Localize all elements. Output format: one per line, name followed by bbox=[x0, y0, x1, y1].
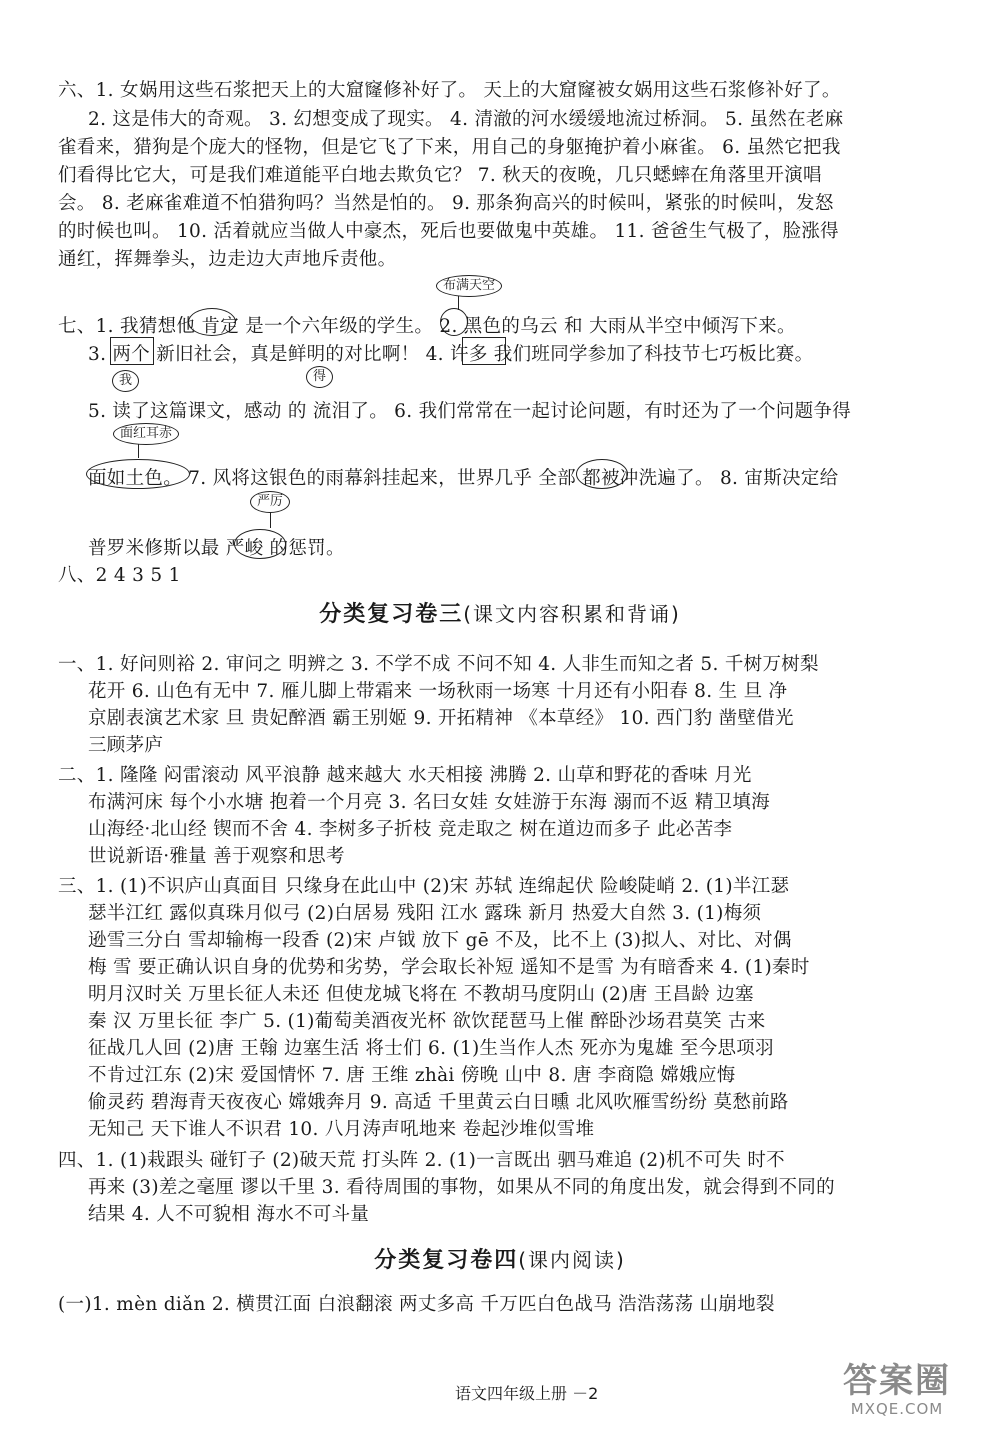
correction-oval bbox=[188, 308, 236, 336]
answer-line: 们看得比它大，可是我们难道能平白地去欺负它？ 7. 秋天的夜晚，几只蟋蟀在角落里开演唱 bbox=[58, 165, 822, 186]
correction-oval bbox=[576, 459, 628, 489]
correction-oval bbox=[234, 529, 286, 559]
answer-line: 雀看来，猎狗是个庞大的怪物，但是它飞了下来，用自己的身躯掩护着小麻雀。 6. 虽然它把我 bbox=[58, 137, 841, 158]
answer-line: 布满河床 每个小水塘 抱着一个月亮 3. 名曰女娃 女娃游于东海 溺而不返 精卫填海 bbox=[88, 792, 770, 813]
answer-line: 梅 雪 要正确认识自身的优势和劣势，学会取长补短 遥知不是雪 为有暗香来 4. (1)秦时 bbox=[88, 957, 810, 978]
section-title-sub: (课文内容积累和背诵) bbox=[463, 602, 681, 626]
answer-line: 四、1. (1)栽跟头 碰钉子 (2)破天荒 打头阵 2. (1)一言既出 驷马难追 (2)机不可失 时不 bbox=[58, 1150, 785, 1171]
correction-box bbox=[462, 337, 506, 365]
answer-line: 无知己 天下谁人不识君 10. 八月涛声吼地来 卷起沙堆似雪堆 bbox=[88, 1119, 595, 1140]
watermark-url: MXQE.COM bbox=[850, 1400, 944, 1418]
correction-annotation: 布满天空 bbox=[436, 275, 502, 297]
correction-annotation: 严厉 bbox=[250, 491, 290, 513]
answer-line: 瑟半江红 露似真珠月似弓 (2)白居易 残阳 江水 露珠 新月 热爱大自然 3. (1)梅须 bbox=[88, 903, 762, 924]
correction-leader bbox=[270, 512, 271, 528]
correction-leader bbox=[138, 444, 139, 458]
answer-line: 一、1. 好问则裕 2. 审问之 明辨之 3. 不学不成 不问不知 4. 人非生而知之者 5. 千树万树梨 bbox=[58, 654, 819, 675]
section-title bbox=[0, 597, 1000, 628]
watermark-logo-text: 答案圈 bbox=[843, 1361, 951, 1401]
answer-line: 世说新语·雅量 善于观察和思考 bbox=[88, 846, 345, 867]
watermark bbox=[822, 1362, 972, 1422]
correction-annotation: 得 bbox=[306, 366, 333, 388]
answer-line: 明月汉时关 万里长征人未还 但使龙城飞将在 不教胡马度阴山 (2)唐 王昌龄 边塞 bbox=[88, 984, 754, 1005]
answer-line: 偷灵药 碧海青天夜夜心 嫦娥奔月 9. 高适 千里黄云白日曛 北风吹雁雪纷纷 莫愁前路 bbox=[88, 1092, 789, 1113]
answer-line: 京剧表演艺术家 旦 贵妃醉酒 霸王别姬 9. 开拓精神 《本草经》 10. 西门豹 凿壁借光 bbox=[88, 708, 794, 729]
answer-line: 六、1. 女娲用这些石浆把天上的大窟窿修补好了。 天上的大窟窿被女娲用这些石浆修补好了。 bbox=[58, 80, 841, 101]
correction-annotation: 我 bbox=[112, 370, 139, 392]
section-title-sub: (课内阅读) bbox=[518, 1248, 626, 1272]
answer-line: 不肯过江东 (2)宋 爱国情怀 7. 唐 王维 zhài 傍晚 山中 8. 唐 李商隐 嫦娥应悔 bbox=[88, 1065, 736, 1086]
answer-line: 结果 4. 人不可貌相 海水不可斗量 bbox=[88, 1204, 370, 1225]
page-footer: 语文四年级上册 －2 bbox=[455, 1384, 599, 1403]
answer-line: 通红，挥舞拳头，边走边大声地斥责他。 bbox=[58, 249, 397, 270]
answer-line: 再来 (3)差之毫厘 谬以千里 3. 看待周围的事物，如果从不同的角度出发，就会得到不同的 bbox=[88, 1177, 835, 1198]
answer-line: 三、1. (1)不识庐山真面目 只缘身在此山中 (2)宋 苏轼 连绵起伏 险峻陡峭 2. (1)半江瑟 bbox=[58, 876, 790, 897]
answer-line: 面如土色。 7. 风将这银色的雨幕斜挂起来，世界几乎 全部 都被冲洗遍了。 8. 宙斯决定给 bbox=[88, 468, 839, 489]
answer-line: 征战几人回 (2)唐 王翰 边塞生活 将士们 6. (1)生当作人杰 死亦为鬼雄 至今思项羽 bbox=[88, 1038, 774, 1059]
answer-line: 二、1. 隆隆 闷雷滚动 风平浪静 越来越大 水天相接 沸腾 2. 山草和野花的香味 月光 bbox=[58, 765, 752, 786]
section-title bbox=[0, 1243, 1000, 1274]
section-title-main: 分类复习卷四 bbox=[374, 1248, 519, 1273]
correction-oval bbox=[440, 308, 468, 336]
section-title-main: 分类复习卷三 bbox=[319, 602, 464, 627]
answer-line: 秦 汉 万里长征 李广 5. (1)葡萄美酒夜光杯 欲饮琵琶马上催 醉卧沙场君莫笑 古来 bbox=[88, 1011, 766, 1032]
answer-line: 普罗米修斯以最 严峻 的惩罚。 bbox=[88, 538, 345, 559]
answer-line: 5. 读了这篇课文，感动 的 流泪了。 6. 我们常常在一起讨论问题，有时还为了一个问题争得 bbox=[88, 401, 852, 422]
answer-line: 花开 6. 山色有无中 7. 雁儿脚上带霜来 一场秋雨一场寒 十月还有小阳春 8. 生 旦 净 bbox=[88, 681, 788, 702]
answer-line: 八、2 4 3 5 1 bbox=[58, 565, 181, 586]
answer-line: 山海经·北山经 锲而不舍 4. 李树多子折枝 竞走取之 树在道边而多子 此必苦李 bbox=[88, 819, 733, 840]
answer-line: 逊雪三分白 雪却输梅一段香 (2)宋 卢钺 放下 gē 不及，比不上 (3)拟人、对比、对偶 bbox=[88, 930, 792, 951]
answer-line: 三顾茅庐 bbox=[88, 735, 164, 756]
correction-oval bbox=[86, 459, 190, 489]
answer-line: (一)1. mèn diǎn 2. 横贯江面 白浪翻滚 两丈多高 千万匹白色战马 浩浩荡荡 山崩地裂 bbox=[58, 1294, 775, 1315]
answer-line: 3. 两个 新旧社会，真是鲜明的对比啊！ 4. 许多 我们班同学参加了科技节七巧板比赛。 bbox=[88, 344, 814, 365]
answer-line: 七、1. 我猜想他 肯定 是一个六年级的学生。 2. 黑色的乌云 和 大雨从半空中倾泻下来。 bbox=[58, 316, 796, 337]
correction-annotation: 面红耳赤 bbox=[113, 423, 179, 445]
answer-line: 2. 这是伟大的奇观。 3. 幻想变成了现实。 4. 清澈的河水缓缓地流过桥洞。 5. 虽然在老麻 bbox=[88, 109, 844, 130]
answer-line: 会。 8. 老麻雀难道不怕猎狗吗？当然是怕的。 9. 那条狗高兴的时候叫，紧张的时候叫，发怒 bbox=[58, 193, 834, 214]
correction-box bbox=[110, 337, 154, 365]
answer-line: 的时候也叫。 10. 活着就应当做人中豪杰，死后也要做鬼中英雄。 11. 爸爸生气极了，脸涨得 bbox=[58, 221, 839, 242]
